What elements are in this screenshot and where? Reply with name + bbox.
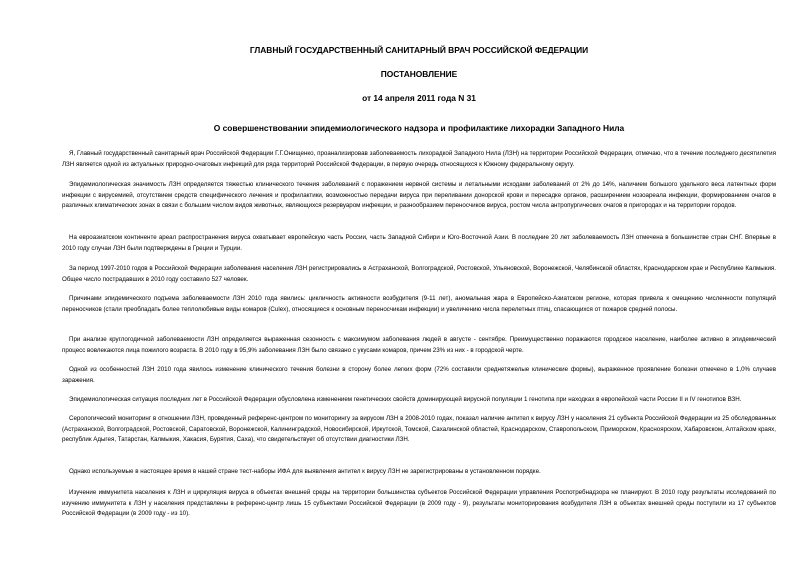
paragraph: Серологический мониторинг в отношении ЛЗН, проведенный референс-центром по мониторингу за вирусом ЛЗН в 2008-2010 годах, показал наличие антител к вирусу ЛЗН у населения 21 субъекта Российской Федерации из 25 обследованных (Астраханской, Волгоградской, Ростовской, Саратовской, Воронежской, Калининградской, Новосибирской, Иркутской, Томской, Сахалинской областей, Краснодарском, Ставропольском, Приморском, Красноярском, Хабаровском, Алтайском краях, республик Адыгея, Татарстан, Калмыкия, Хакасия, Бурятия, Саха), что свидетельствует об отсутствии диагностики ЛЗН.	[62, 415, 776, 444]
paragraph: Однако используемые в настоящее время в нашей стране тест-наборы ИФА для выявления антител к вирусу ЛЗН не зарегистрированы в установленном порядке.	[69, 468, 541, 475]
authority-heading: ГЛАВНЫЙ ГОСУДАРСТВЕННЫЙ САНИТАРНЫЙ ВРАЧ РОССИЙСКОЙ ФЕДЕРАЦИИ	[249, 45, 589, 55]
document-page	[62, 0, 776, 571]
paragraph: При анализе круглогодичной заболеваемости ЛЗН определяется выраженная сезонность с максимумом заболевания людей в августе - сентябре. Преимущественно поражаются городское население, наиболее активно в эпидемический процесс вовлекаются лица пожилого возраста. В 2010 году в 95,9% заболевания ЛЗН было связано с укусами комаров, причем 23% из них - в городской черте.	[62, 336, 776, 354]
document-title: О совершенствовании эпидемиологического надзора и профилактике лихорадки Западного Нила	[213, 123, 625, 133]
paragraph: Эпидемиологическая значимость ЛЗН определяется тяжестью клинического течения заболеваний с поражением нервной системы и летальными исходами заболеваний от 2% до 14%, наличием большого удельного веса латентных форм инфекции с вирусемией, отсутствием средств специфического лечения и профилактики, возможностью передачи вируса при переливании донорской крови и пересадке органов, расширением нозоареала инфекции, формированием очагов в различных климатических зонах в связи с большим числом видов животных, являющихся резервуаром инфекции, и разнообразием переносчиков вируса, ростом числа антропургических очагов в пригородах и на территории городов.	[62, 181, 776, 210]
paragraph: Эпидемиологическая ситуация последних лет в Российской Федерации обусловлена изменением генетических свойств доминирующей вирусной популяции 1 генотипа при находках в европейской части России II и IV генотипов ВЗН.	[69, 396, 742, 403]
paragraph: Причинами эпидемического подъема заболеваемости ЛЗН 2010 года явились: цикличность активности возбудителя (9-11 лет), аномальная жара в Европейско-Азиатском регионе, которая привела к смещению численности популяций переносчиков (стали преобладать более теплолюбивые виды комаров (Culex), относящиеся к основным переносчикам инфекции) и увеличению числа перелетных птиц, спасающихся от пожаров средней полосы.	[62, 295, 776, 313]
date-number-heading: от 14 апреля 2011 года N 31	[362, 93, 476, 103]
paragraph: На евроазиатском континенте ареал распространения вируса охватывает европейскую часть России, часть Западной Сибири и Юго-Восточной Азии. В последние 20 лет заболеваемость ЛЗН отмечена в большинстве стран СНГ. Впервые в 2010 году случаи ЛЗН были подтверждены в Греции и Турции.	[62, 234, 776, 252]
paragraph: Я, Главный государственный санитарный врач Российской Федерации Г.Г.Онищенко, проанализировав заболеваемость лихорадкой Западного Нила (ЛЗН) на территории Российской Федерации, отмечаю, что в течение последнего десятилетия ЛЗН является одной из актуальных природно-очаговых инфекций для ряда территорий Российской Федерации, в первую очередь относящихся к Южному федеральному округу.	[62, 150, 776, 168]
paragraph: Одной из особенностей ЛЗН 2010 года явилось изменение клинического течения болезни в сторону более легких форм (72% составили среднетяжелые клинические формы), выраженное проявление болезни отмечено в 1,0% случаев заражения.	[62, 366, 776, 384]
paragraph: Изучение иммунитета населения к ЛЗН и циркуляция вируса в объектах внешней среды на территории большинства субъектов Российской Федерации управления Роспотребнадзора не планируют. В 2010 году результаты исследований по изучению иммунитета к ЛЗН у населения представлены в референс-центр лишь 15 субъектами Российской Федерации (в 2009 году - 9), результаты мониторирования возбудителя ЛЗН в объектах внешней среды поступили из 17 субъектов Российской Федерации (в 2009 году - из 10).	[62, 489, 776, 518]
document-type-heading: ПОСТАНОВЛЕНИЕ	[380, 69, 458, 79]
paragraph: За период 1997-2010 годов в Российской Федерации заболевания населения ЛЗН регистрировались в Астраханской, Волгоградской, Ростовской, Ульяновской, Воронежской, Челябинской областях, Краснодарском крае и Республике Калмыкия. Общее число пострадавших в 2010 году составило 527 человек.	[62, 265, 776, 283]
